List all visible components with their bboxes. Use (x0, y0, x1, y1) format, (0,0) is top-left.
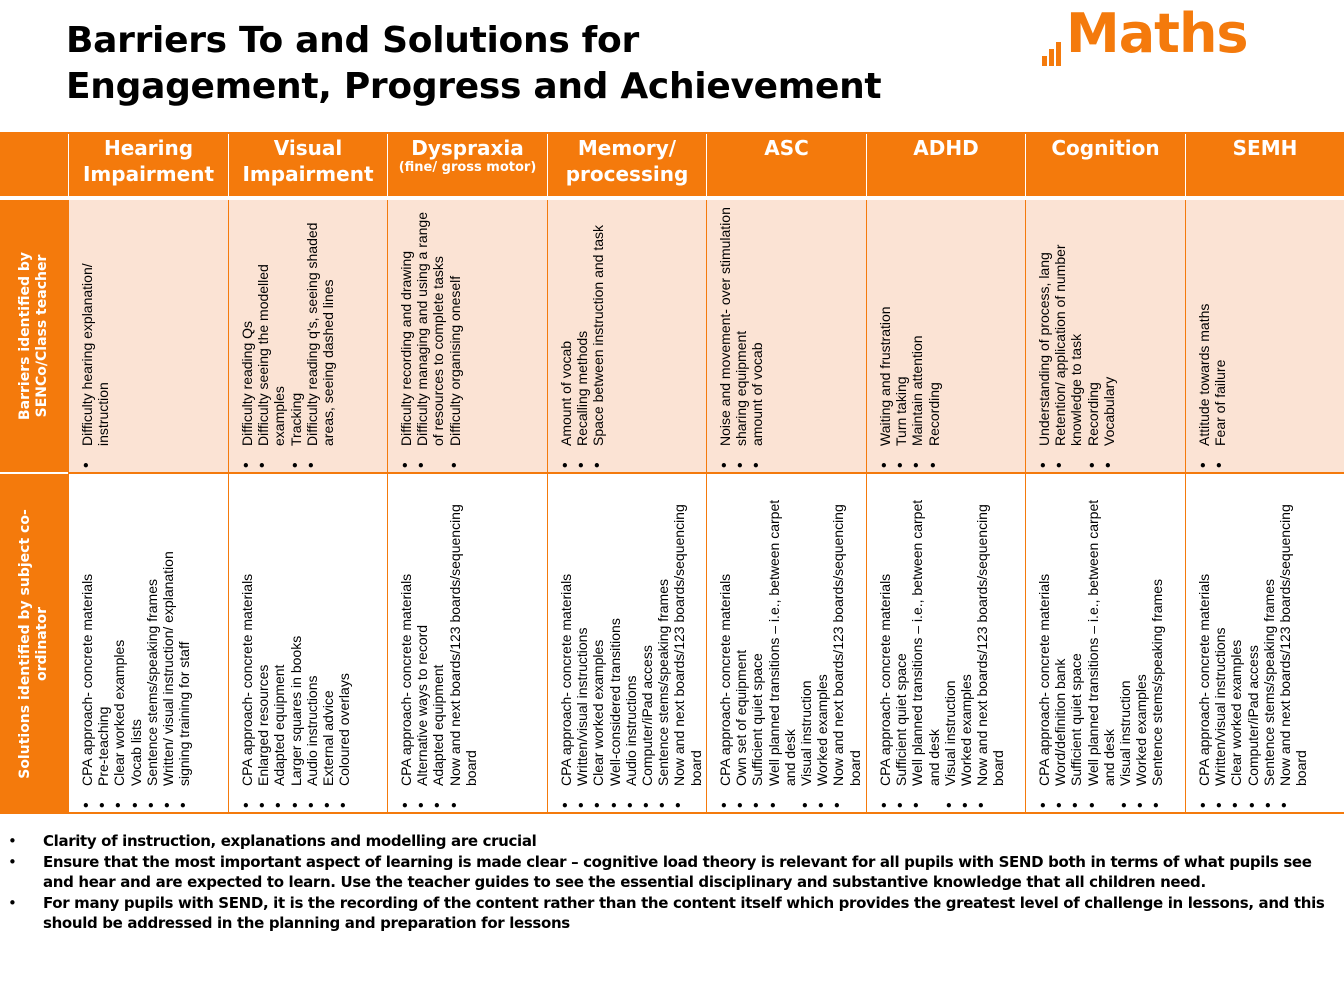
barrier-list (79, 204, 111, 468)
barriers-solutions-table (0, 132, 1344, 814)
barrier-item: • Difficulty organising oneself (447, 204, 463, 468)
solution-item: • Now and next boards/123 boards/sequencing board (671, 478, 703, 808)
solution-item: • Computer/iPad access (639, 478, 655, 808)
solution-item: • CPA approach- concrete materials (239, 478, 255, 808)
barrier-item: • Fear of failure (1212, 204, 1228, 468)
column-header-text: ADHD (913, 136, 979, 160)
solution-list (1036, 478, 1166, 808)
barrier-cell (69, 200, 228, 472)
barrier-item: • Vocabulary (1101, 204, 1117, 468)
solution-item: • CPA approach- concrete materials (79, 478, 95, 808)
solution-item: • Clear worked examples (590, 478, 606, 808)
column-header (387, 134, 547, 196)
column-header-text: Visual (273, 136, 343, 160)
column-header-text: Hearing (103, 136, 194, 160)
solution-list (1196, 478, 1309, 808)
solution-item: • Sufficient quiet space (893, 478, 909, 808)
column-header (228, 134, 387, 196)
solution-item: • Worked examples (814, 478, 830, 808)
solution-cell (867, 474, 1025, 812)
solution-item: • Word/definition bank (1052, 478, 1068, 808)
barrier-item: • Recalling methods (574, 204, 590, 468)
barrier-cell (707, 200, 866, 472)
column-header (1185, 134, 1344, 196)
barrier-item: • Turn taking (893, 204, 909, 468)
solution-item: • External advice (320, 478, 336, 808)
column-header-text: SEMH (1232, 136, 1298, 160)
barrier-item: • Retention/ application of number knowledge to task (1052, 204, 1084, 468)
logo-text: Maths (1066, 2, 1248, 65)
solution-item: • CPA approach- concrete materials (717, 478, 733, 808)
note-item: • Clarity of instruction, explanations and modelling are crucial (8, 831, 1342, 852)
column-header-text: Impairment (82, 162, 214, 186)
solution-item: • Well planned transitions – i.e., between carpet and desk (766, 478, 798, 808)
solution-list (79, 478, 192, 808)
solution-item: • Sentence stems/speaking frames (144, 478, 160, 808)
solution-item: • Adapted equipment (271, 478, 287, 808)
solution-item: • Audio instructions (304, 478, 320, 808)
solution-item: • Written/ visual instruction/ explanation (160, 478, 176, 808)
solution-item: • CPA approach- concrete materials (877, 478, 893, 808)
solution-item: • Enlarged resources (255, 478, 271, 808)
solution-item: • Sufficient quiet space (1068, 478, 1084, 808)
barrier-cell (548, 200, 706, 472)
solution-item: • CPA approach- concrete materials (1196, 478, 1212, 808)
note-item: • For many pupils with SEND, it is the recording of the content rather than the content itself which provides the greatest level of challenge in lessons, and this should be addressed in the planning and preparation for lessons (8, 893, 1342, 934)
column-header-text: ASC (764, 136, 809, 160)
row-label-barriers-line-2: SENCo/Class teacher (34, 254, 50, 418)
column-header (706, 134, 866, 196)
solution-item: • Visual instruction (942, 478, 958, 808)
solution-list (558, 478, 704, 808)
solution-item: • Pre-teaching (95, 478, 111, 808)
barrier-item: • Difficulty recording and drawing (398, 204, 414, 468)
barrier-item: • Understanding of process, lang (1036, 204, 1052, 468)
solution-item: • Written/visual instructions (1212, 478, 1228, 808)
solution-item: • Audio instructions (623, 478, 639, 808)
barrier-item: • Tracking (288, 204, 304, 468)
barrier-list (558, 204, 607, 468)
solution-list (239, 478, 352, 808)
solution-cell (69, 474, 228, 812)
barrier-list (1036, 204, 1117, 468)
barrier-item: • Difficulty reading q's, seeing shaded areas, seeing dashed lines (304, 204, 336, 468)
barrier-item: • Space between instruction and task (590, 204, 606, 468)
solution-item: • Own set of equipment (733, 478, 749, 808)
page-title-line-2: Engagement, Progress and Achievement (66, 66, 882, 107)
barrier-list (239, 204, 336, 468)
solution-item: • Worked examples (1133, 478, 1149, 808)
note-item: • Ensure that the most important aspect of learning is made clear – cognitive load theory is relevant for all pupils with SEND both in terms of what pupils see and hear and are expected to learn. Use the teacher guides to see the essential disciplinary and substantive knowledge that all children need. (8, 852, 1342, 893)
row-label-barriers-line-1: Barriers identified by (17, 251, 33, 421)
column-header (547, 134, 706, 196)
solution-item: • Well planned transitions – i.e., between carpet and desk (909, 478, 941, 808)
column-header (866, 134, 1025, 196)
barrier-item: • amount of vocab (749, 204, 765, 468)
barrier-item: • Recording (1085, 204, 1101, 468)
solution-item: • Computer/iPad access (1245, 478, 1261, 808)
column-header (68, 134, 228, 196)
solution-cell (1186, 474, 1344, 812)
column-header-text: Dyspraxia (411, 136, 524, 160)
solution-cell (388, 474, 547, 812)
notes-list (8, 831, 1342, 934)
solution-item: • Coloured overlays (336, 478, 352, 808)
solution-item: • Sentence stems/speaking frames (1149, 478, 1165, 808)
column-header (1025, 134, 1185, 196)
row-label-solutions-line-2: ordinator (34, 607, 50, 681)
solution-cell (1026, 474, 1185, 812)
solution-item: • Worked examples (958, 478, 974, 808)
solution-item: • Now and next boards/123 boards/sequencing board (974, 478, 1006, 808)
solution-item: • signing training for staff (176, 478, 192, 808)
solution-item: • CPA approach- concrete materials (398, 478, 414, 808)
column-header-text: Cognition (1051, 136, 1160, 160)
row-label-barriers (0, 200, 68, 472)
page-title-line-1: Barriers To and Solutions for (66, 20, 639, 61)
barrier-list (717, 204, 766, 468)
barrier-cell (1186, 200, 1344, 472)
barrier-list (398, 204, 463, 468)
column-header-text: Impairment (242, 162, 374, 186)
barrier-item: • Difficulty seeing the modelled examples (255, 204, 287, 468)
solution-cell (548, 474, 706, 812)
barrier-cell (229, 200, 387, 472)
barrier-cell (867, 200, 1025, 472)
solution-cell (229, 474, 387, 812)
barrier-item: • Recording (926, 204, 942, 468)
solution-item: • Larger squares in books (288, 478, 304, 808)
solution-item: • Clear worked examples (111, 478, 127, 808)
barrier-item: • Amount of vocab (558, 204, 574, 468)
solution-item: • Now and next boards/123 boards/sequencing board (447, 478, 479, 808)
solution-item: • Well-considered transitions (607, 478, 623, 808)
barrier-item: • Difficulty managing and using a range of resources to complete tasks (414, 204, 446, 468)
solution-item: • Now and next boards/123 boards/sequencing board (830, 478, 862, 808)
solution-item: • Sentence stems/speaking frames (1261, 478, 1277, 808)
solution-item: • Visual instruction (798, 478, 814, 808)
barrier-item: • Difficulty reading Qs (239, 204, 255, 468)
maths-logo (1042, 2, 1282, 72)
solution-item: • Sufficient quiet space (749, 478, 765, 808)
barrier-item: • sharing equipment (733, 204, 749, 468)
barrier-list (1196, 204, 1228, 468)
solution-list (398, 478, 479, 808)
solution-item: • Adapted equipment (430, 478, 446, 808)
row-label-solutions-line-1: Solutions identified by subject co- (17, 509, 33, 779)
page-title (66, 18, 966, 110)
barrier-item: • Difficulty hearing explanation/ instruction (79, 204, 111, 468)
barrier-list (877, 204, 942, 468)
solution-item: • Written/visual instructions (574, 478, 590, 808)
column-header-subtext: (fine/ gross motor) (398, 160, 537, 175)
barrier-item: • Noise and movement- over stimulation (717, 204, 733, 468)
solution-item: • Visual instruction (1117, 478, 1133, 808)
solution-list (717, 478, 863, 808)
column-header-text: processing (565, 162, 689, 186)
row-label-solutions (0, 474, 68, 814)
solution-item: • Now and next boards/123 boards/sequencing board (1277, 478, 1309, 808)
barrier-cell (388, 200, 547, 472)
solution-cell (707, 474, 866, 812)
barrier-item: • Maintain attention (909, 204, 925, 468)
barrier-item: • Waiting and frustration (877, 204, 893, 468)
barrier-item: • Attitude towards maths (1196, 204, 1212, 468)
solution-item: • Alternative ways to record (414, 478, 430, 808)
column-header-text: Memory/ (577, 136, 677, 160)
solution-list (877, 478, 1007, 808)
solution-item: • Clear worked examples (1228, 478, 1244, 808)
solution-item: • Vocab lists (128, 478, 144, 808)
solution-item: • CPA approach- concrete materials (1036, 478, 1052, 808)
barrier-cell (1026, 200, 1185, 472)
solution-item: • CPA approach- concrete materials (558, 478, 574, 808)
solution-item: • Sentence stems/speaking frames (655, 478, 671, 808)
solution-item: • Well planned transitions – i.e., between carpet and desk (1085, 478, 1117, 808)
